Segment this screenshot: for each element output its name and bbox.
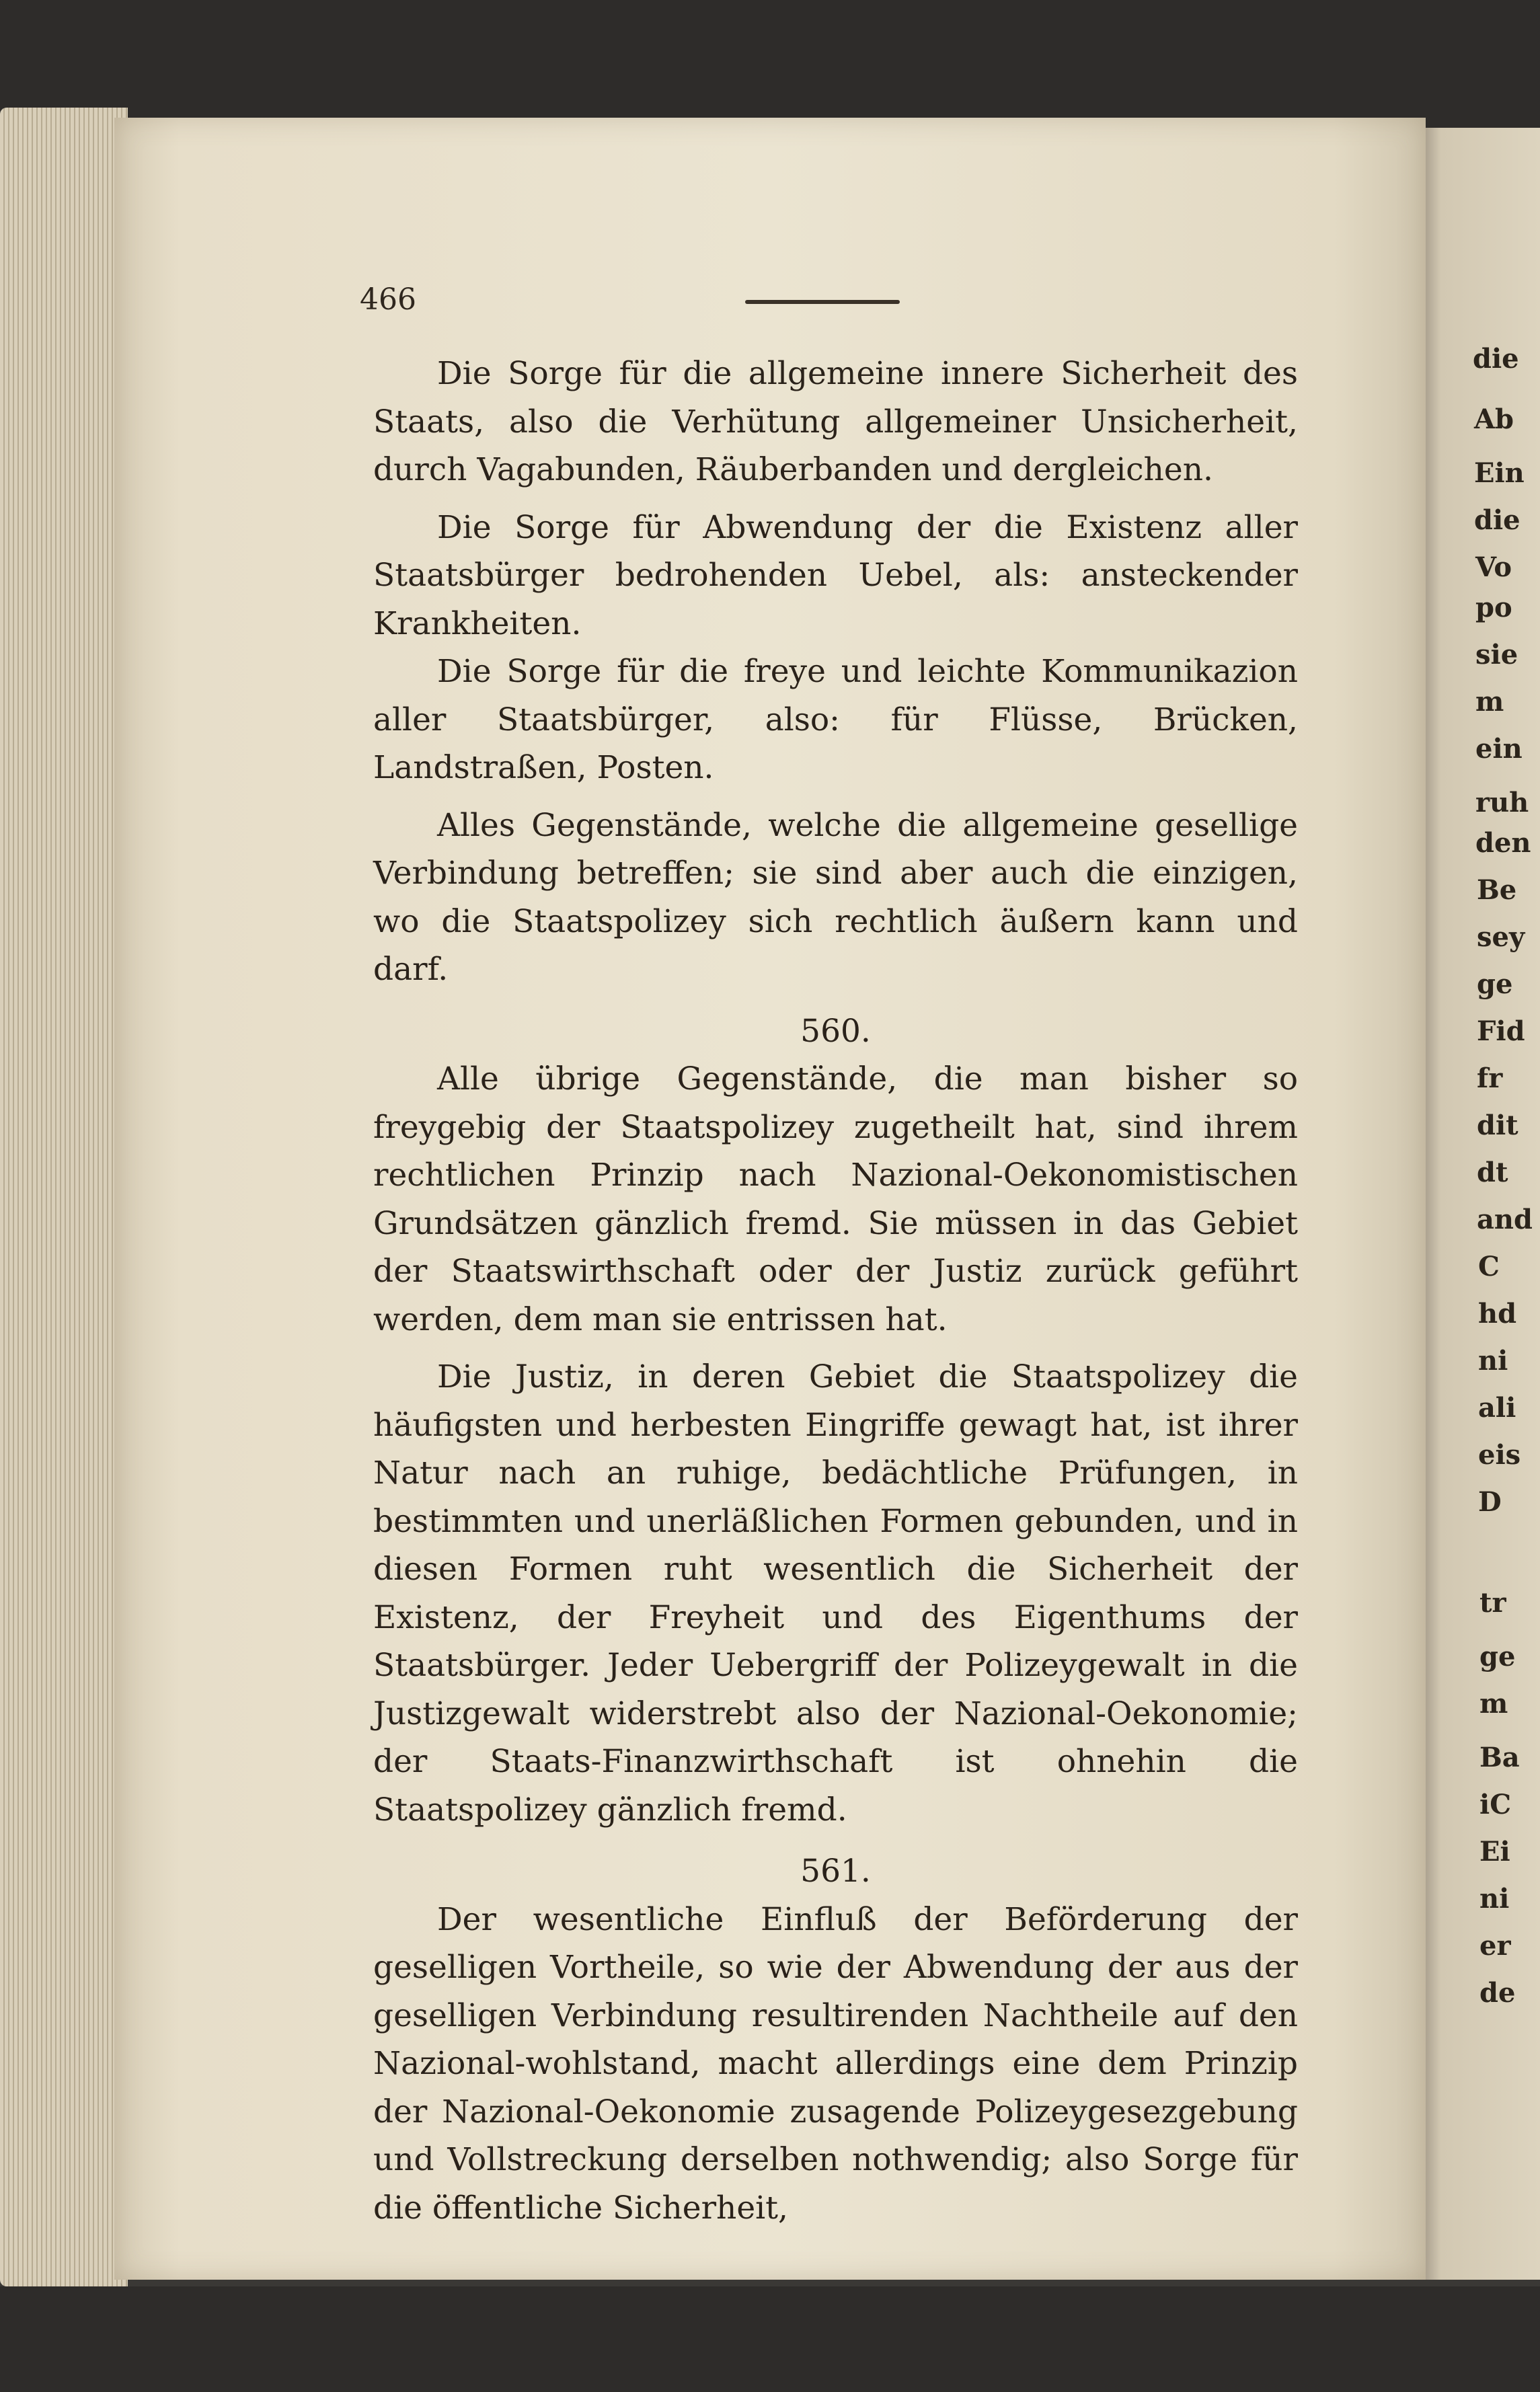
facing-fragment: ali: [1478, 1392, 1516, 1424]
facing-fragment: ge: [1479, 1641, 1516, 1672]
facing-fragment: Vo: [1475, 551, 1512, 583]
paragraph: Alle übrige Gegenstände, die man bisher so freygebig der Staatspolizey zugetheilt hat, sind ihrem rechtlichen Prinzip nach Nazional-Oekonomistischen Grundsätzen gänzlich fremd. Sie müssen in das Gebiet der Staatswirthschaft oder der Justiz zurück geführt werden, dem man sie entrissen hat.: [373, 1060, 1298, 1338]
facing-fragment: ni: [1479, 1883, 1510, 1915]
facing-fragment: Be: [1477, 874, 1517, 906]
facing-fragment: po: [1475, 592, 1512, 623]
facing-fragment: sey: [1477, 921, 1525, 953]
section-number: 560.: [800, 1012, 871, 1050]
facing-fragment: Ein: [1474, 457, 1525, 489]
background-top: [0, 0, 1540, 134]
paragraph: Die Sorge für Abwendung der die Existenz aller Staatsbürger bedrohenden Uebel, als: ansteckender Krankheiten.: [373, 508, 1298, 642]
facing-fragment: Ei: [1479, 1836, 1510, 1867]
background-bottom: [0, 2286, 1540, 2392]
facing-fragment: den: [1475, 827, 1531, 859]
facing-fragment: ge: [1477, 968, 1513, 1000]
facing-fragment: C: [1478, 1251, 1500, 1282]
facing-fragment: er: [1479, 1930, 1511, 1962]
facing-fragment: m: [1479, 1688, 1508, 1720]
running-head: [360, 282, 416, 317]
facing-fragment: sie: [1475, 639, 1518, 670]
facing-fragment: tr: [1479, 1587, 1506, 1619]
facing-fragment: ni: [1478, 1345, 1508, 1377]
facing-fragment: eis: [1478, 1439, 1521, 1471]
paragraph: Die Sorge für die allgemeine innere Sicherheit des Staats, also die Verhütung allgemeiner Unsicherheit, durch Vagabunden, Räuberbanden und dergleichen.: [373, 355, 1298, 488]
paragraph: Alles Gegenstände, welche die allgemeine gesellige Verbindung betreffen; sie sind aber auch die einzigen, wo die Staatspolizey sich rechtlich äußern kann und darf.: [373, 806, 1298, 988]
facing-fragment: fr: [1477, 1063, 1503, 1094]
facing-page: [1419, 128, 1540, 2280]
facing-fragment: iC: [1479, 1789, 1512, 1820]
paragraph: Die Sorge für die freye und leichte Kommunikazion aller Staatsbürger, also: für Flüsse, Brücken, Landstraßen, Posten.: [373, 653, 1298, 786]
book-page-edges: [0, 108, 128, 2286]
facing-fragment: die: [1474, 504, 1520, 536]
page-number: 466: [360, 282, 416, 317]
facing-fragment: dit: [1477, 1110, 1518, 1141]
facing-fragment: die: [1473, 343, 1519, 375]
facing-fragment: ruh: [1475, 787, 1529, 818]
facing-fragment: m: [1475, 686, 1504, 718]
facing-fragment: Ab: [1474, 403, 1514, 435]
facing-fragment: Fid: [1477, 1015, 1525, 1047]
facing-fragment: ein: [1475, 733, 1523, 765]
facing-fragment: Ba: [1479, 1742, 1520, 1773]
facing-fragment: dt: [1477, 1157, 1508, 1188]
facing-fragment: de: [1479, 1977, 1516, 2009]
paragraph: Der wesentliche Einfluß der Beförderung der geselligen Vortheile, so wie der Abwendung der aus der geselligen Verbindung resultirenden Nachtheile auf den Nazional-wohlstand, macht allerdings eine dem Prinzip der Nazional-Oekonomie zusagende Polizeygesezgebung und Vollstreckung derselben nothwendig; also Sorge für die öffentliche Sicherheit,: [373, 1900, 1298, 2227]
facing-fragment: hd: [1478, 1298, 1517, 1329]
main-text: [373, 350, 1298, 2232]
facing-fragment: and: [1477, 1204, 1533, 1235]
section-number: 561.: [800, 1853, 871, 1890]
header-rule: [745, 300, 900, 304]
paragraph: Die Justiz, in deren Gebiet die Staatspolizey die häufigsten und herbesten Eingriffe gewagt hat, ist ihrer Natur nach an ruhige, bedächtliche Prüfungen, in bestimmten und unerläßlichen Formen gebunden, und in diesen Formen ruht wesentlich die Sicherheit der Existenz, der Freyheit und des Eigenthums der Staatsbürger. Jeder Uebergriff der Polizeygewalt in die Justizgewalt widerstrebt also der Nazional-Oekonomie; der Staats-Finanzwirthschaft ist ohnehin die Staatspolizey gänzlich fremd.: [373, 1358, 1298, 1828]
facing-fragment: D: [1478, 1486, 1502, 1518]
